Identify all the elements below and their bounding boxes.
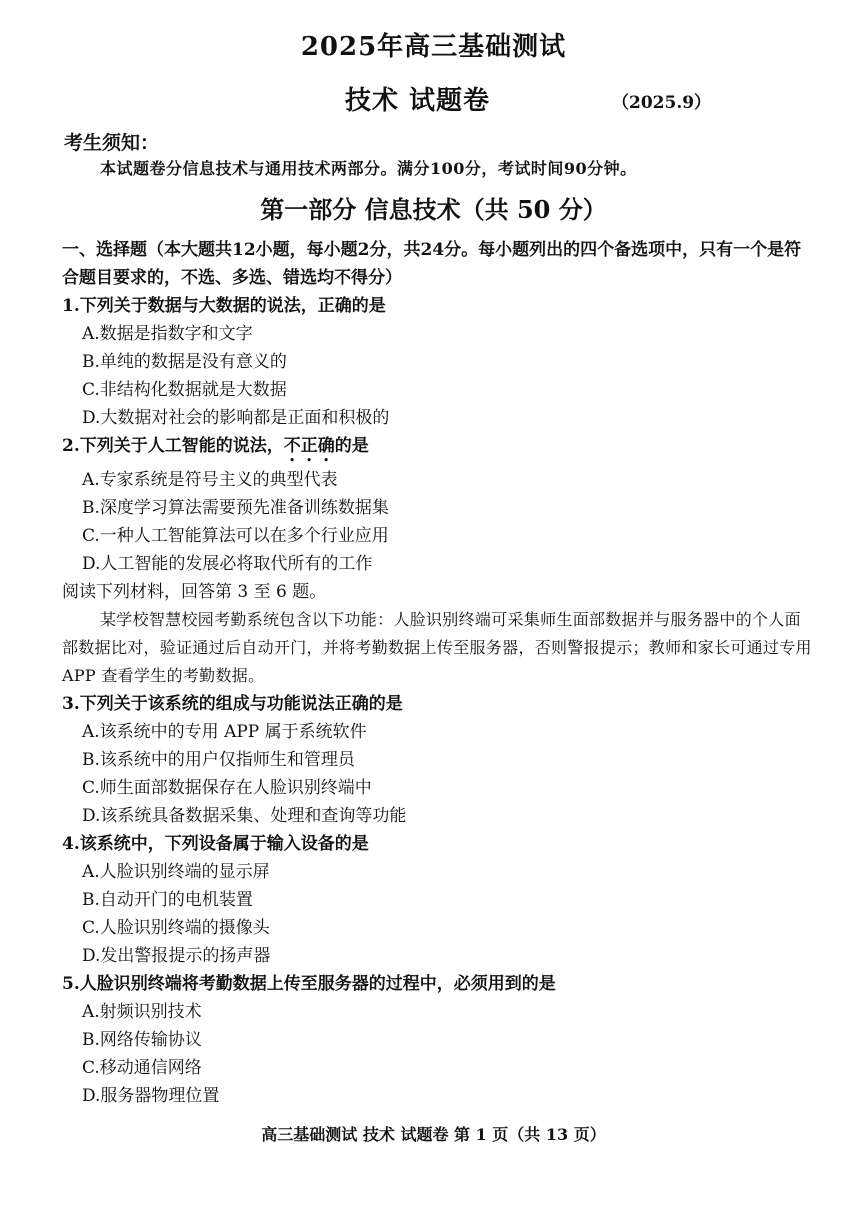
option-d: D.发出警报提示的扬声器 <box>82 946 271 966</box>
option-a: A.人脸识别终端的显示屏 <box>82 862 270 882</box>
question-1 <box>62 292 812 432</box>
question-content <box>62 236 812 1110</box>
question-2 <box>62 432 812 578</box>
reading-intro: 阅读下列材料，回答第 3 至 6 题。 <box>62 582 327 602</box>
option-d: D.大数据对社会的影响都是正面和积极的 <box>82 408 390 428</box>
page-subtitle: 技术 试题卷 <box>345 86 491 116</box>
question-5 <box>62 970 812 1110</box>
question-stem: 1.下列关于数据与大数据的说法，正确的是 <box>62 296 386 316</box>
option-b: B.该系统中的用户仅指师生和管理员 <box>82 750 355 770</box>
question-stem: 3.下列关于该系统的组成与功能说法正确的是 <box>62 694 403 714</box>
page-footer: 高三基础测试 技术 试题卷 第 1 页（共 13 页） <box>261 1125 606 1144</box>
notice-heading: 考生须知： <box>64 132 160 154</box>
option-d: D.该系统具备数据采集、处理和查询等功能 <box>82 806 407 826</box>
question-stem: 4.该系统中，下列设备属于输入设备的是 <box>62 834 369 854</box>
option-c: C.师生面部数据保存在人脸识别终端中 <box>82 778 372 798</box>
option-a: A.射频识别技术 <box>82 1002 202 1022</box>
question-stem: 5.人脸识别终端将考勤数据上传至服务器的过程中，必须用到的是 <box>62 974 556 994</box>
page-title: 2025年高三基础测试 <box>300 32 567 62</box>
option-a: A.该系统中的专用 APP 属于系统软件 <box>82 722 367 742</box>
option-c: C.非结构化数据就是大数据 <box>82 380 287 400</box>
option-b: B.网络传输协议 <box>82 1030 202 1050</box>
question-stem <box>62 432 812 466</box>
option-b: B.自动开门的电机装置 <box>82 890 253 910</box>
stem-part: 的是 <box>334 436 369 456</box>
reading-material: 某学校智慧校园考勤系统包含以下功能：人脸识别终端可采集师生面部数据并与服务器中的个人面部数据比对，验证通过后自动开门，并将考勤数据上传至服务器，否则警报提示；教师和家长可通过专用 APP 查看学生的考勤数据。 <box>62 610 812 685</box>
option-d: D.人工智能的发展必将取代所有的工作 <box>82 554 373 574</box>
option-b: B.单纯的数据是没有意义的 <box>82 352 287 372</box>
notice-body: 本试题卷分信息技术与通用技术两部分。满分100分，考试时间90分钟。 <box>100 159 637 178</box>
section-heading: 一、选择题（本大题共12小题，每小题2分，共24分。每小题列出的四个备选项中，只有一个是符合题目要求的，不选、多选、错选均不得分） <box>62 240 802 288</box>
option-b: B.深度学习算法需要预先准备训练数据集 <box>82 498 389 518</box>
exam-date: （2025.9） <box>612 93 712 113</box>
question-3 <box>62 690 812 830</box>
option-d: D.服务器物理位置 <box>82 1086 220 1106</box>
option-a: A.专家系统是符号主义的典型代表 <box>82 470 338 490</box>
emphasized-word: 不正确 <box>283 436 335 456</box>
option-c: C.人脸识别终端的摄像头 <box>82 918 270 938</box>
option-a: A.数据是指数字和文字 <box>82 324 253 344</box>
stem-part: 2.下列关于人工智能的说法， <box>62 436 284 456</box>
option-c: C.一种人工智能算法可以在多个行业应用 <box>82 526 389 546</box>
option-c: C.移动通信网络 <box>82 1058 202 1078</box>
question-4 <box>62 830 812 970</box>
part-title: 第一部分 信息技术（共 50 分） <box>260 195 607 224</box>
